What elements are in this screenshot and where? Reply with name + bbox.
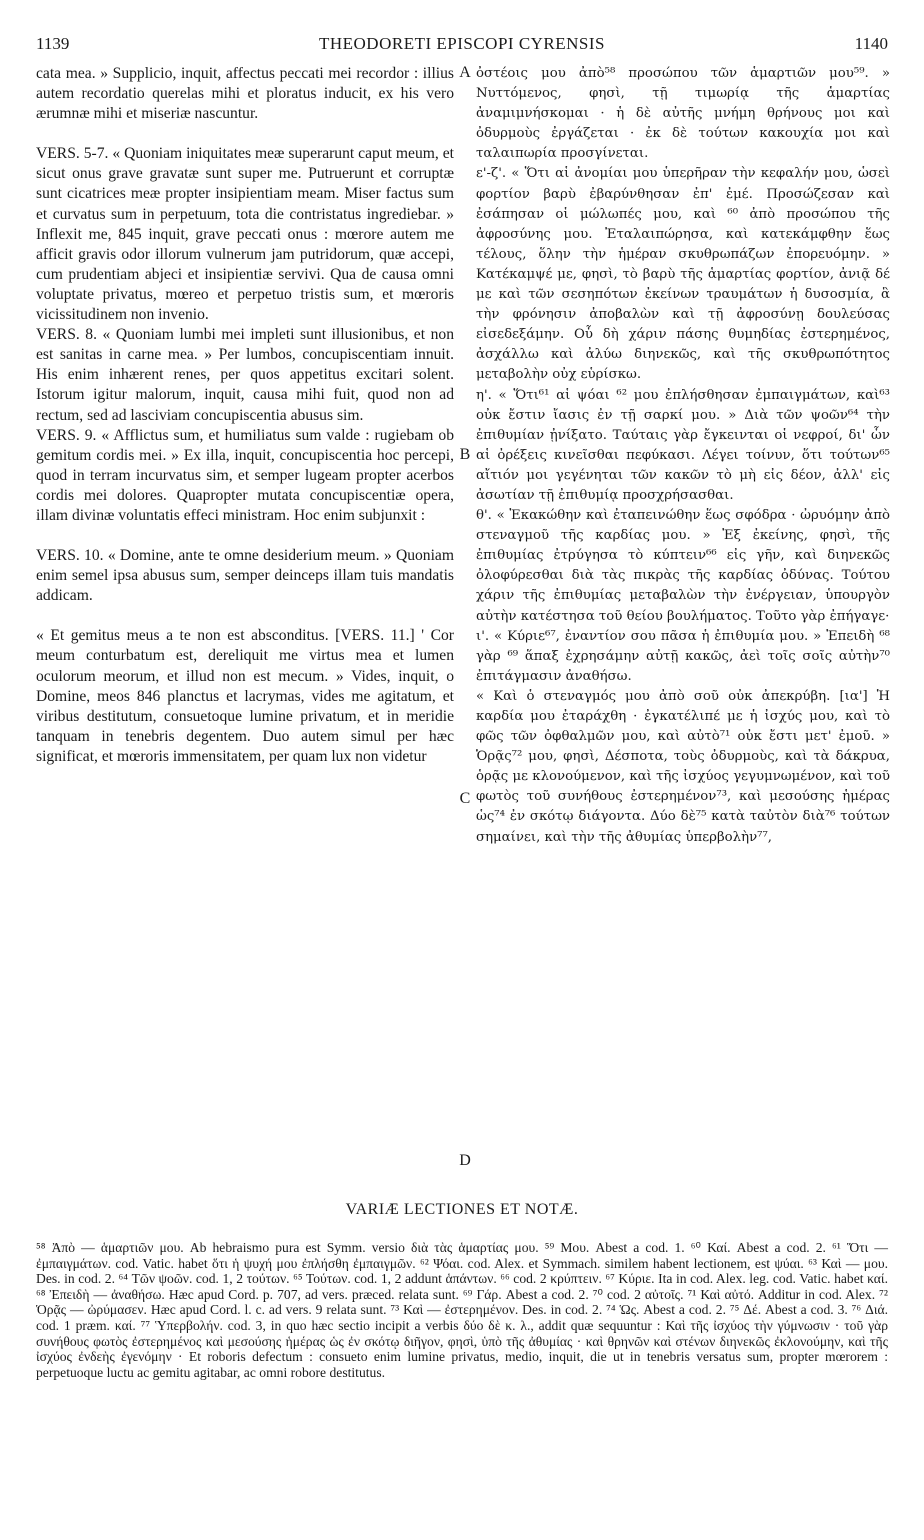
running-title: THEODORETI EPISCOPI CYRENSIS [318,34,606,53]
margin-letter-c: C [459,790,471,807]
margin-letter-b: B [459,446,471,463]
latin-column [36,64,454,767]
latin-paragraph: VERS. 5-7. « Quoniam iniquitates meæ superarunt caput meum, et sicut onus grave gravatæ sunt super me. Putruerunt et corruptæ sunt cicatrices meæ propter insipientiam meam. Miser factus sum et curvatus sum in perpetuum, tota die contristatus ingrediebar. » Inflexit me, 845 inquit, grave peccati onus : mœrore autem me afficit gravis odor illorum vulnerum jam putridorum, quæ accepi, cum prudentiam abjeci et insipientiæ servivi. Qua de causa omni voluptate privatus, mœreo et perpetuo tristis sum, et mœroris vicissitudinem non invenio. [36,145,454,324]
footnotes-text: ⁵⁸ Ἀπὸ — ἁμαρτιῶν μου. Ab hebraismo pura est Symm. versio διὰ τὰς ἁμαρτίας μου. ⁵⁹ Μου. Abest a cod. 1. ⁶⁰ Καί. Abest a cod. 2. ⁶¹ Ὅτι — ἐμπαιγμάτων. cod. Vatic. habet ὅτι ἡ ψυχή μου ἐπλήσθη ἐμπαιγμῶν. ⁶² Ψόαι. cod. Alex. et Symmach. similem habent lectionem, est ψύαι. ⁶³ Καὶ — μου. Des. in cod. 2. ⁶⁴ Τῶν ψοῶν. cod. 1, 2 τούτων. ⁶⁵ Τούτων. cod. 1, 2 addunt ἁπάντων. ⁶⁶ cod. 2 κρύπτειν. ⁶⁷ Κύριε. Ita in cod. Alex. leg. cod. Vatic. habet καί. ⁶⁸ Ἐπειδὴ — ἀναθήσω. Hæc apud Cord. p. 707, ad vers. præced. relata sunt. ⁶⁹ Γάρ. Abest a cod. 2. ⁷⁰ cod. 2 αὐτοῖς. ⁷¹ Καὶ αὐτό. Additur in cod. Alex. ⁷² Ὁρᾷς — ὠρύμασεν. Hæc apud Cord. l. c. ad vers. 9 relata sunt. ⁷³ Καὶ — ἐστερημένον. Des. in cod. 2. ⁷⁴ Ὡς. Abest a cod. 2. ⁷⁵ Δέ. Abest a cod. 3. ⁷⁶ Διά. cod. 1 præm. καί. ⁷⁷ Ὑπερβολήν. cod. 3, in quo hæc sectio incipit a verbis δύο δὲ κ. λ., addit quæ sequuntur : Καὶ τῆς ἰσχύος τὴν γύμνωσιν · τοῦ γὰρ συνήθους φωτὸς ἐστερημένος καὶ μεσούσης ἡμέρας ὡς ἐν σκότῳ διῆγον, φησὶ, ὑπὸ τῆς ἀθυμίας · καὶ θρηνῶν καὶ στένων διηνεκῶς ἐκλονούμην, καὶ τῆς ἰσχύος ἐνδεὴς ἐγενόμην · Et roboris defectum : consueto enim lumine privatus, medio, inquit, die ut in tenebris versatus sum, propter mœrorem : perpetuoque luctu ac gemitu agitabar, ac omni robore destitutus. [36,1240,888,1380]
greek-paragraph: « Καὶ ὁ στεναγμός μου ἀπὸ σοῦ οὐκ ἀπεκρύβη. [ια'] Ἡ καρδία μου ἐταράχθη · ἐγκατέλιπέ με ἡ ἰσχύς μου, καὶ τὸ φῶς τῶν ὀφθαλμῶν μου, καὶ αὐτὸ⁷¹ οὐκ ἔστι μετ' ἐμοῦ. » Ὁρᾷς⁷² μου, φησὶ, Δέσποτα, τοὺς ὀδυρμοὺς, καὶ τὰ δάκρυα, ὁρᾷς με κλονούμενον, καὶ τῆς ἰσχύος γεγυμνωμένον, καὶ τοῦ φωτὸς τοῦ συνήθους ἐστερημένον⁷³, καὶ μεσούσης ἡμέρας ὡς⁷⁴ ἐν σκότῳ διάγοντα. Δύο δὲ⁷⁵ κατὰ ταὐτὸν διὰ⁷⁶ τούτων σημαίνει, καὶ τὴν τῆς ἀθυμίας ὑπερβολὴν⁷⁷, [476,688,890,845]
margin-letter-d: D [459,1152,471,1169]
notes-title: VARIÆ LECTIONES ET NOTÆ. [345,1201,579,1218]
latin-paragraph: cata mea. » Supplicio, inquit, affectus peccati mei recordor : illius autem recordatio querelas mihi et ploratus inducit, ex his vero ærumnæ mihi et miseriæ nascuntur. [36,65,454,123]
page-number-right: 1140 [854,34,888,53]
margin-letter-a: A [459,64,471,81]
greek-paragraph: ε'-ζ'. « Ὅτι αἱ ἀνομίαι μου ὑπερῆραν τὴν κεφαλήν μου, ὡσεὶ φορτίον βαρὺ ἐβαρύνθησαν ἐπ' ἐμέ. Προσώζεσαν καὶ ἐσάπησαν οἱ μώλωπές μου, καὶ ⁶⁰ ἀπὸ προσώπου τῆς ἀφροσύνης μου. Ἐταλαιπώρησα, καὶ κατεκάμφθην ἕως τέλους, ὅλην τὴν ἡμέραν σκυθρωπάζων ἐπορευόμην. » Κατέκαμψέ με, φησὶ, τὸ βαρὺ τῆς ἁμαρτίας φορτίον, ἀνιᾷ δέ με καὶ τῶν σεσηπότων ἐκείνων τραυμάτων ἡ δυσοσμία, ἃ τὴν φρόνησιν ἀποβαλὼν καὶ τῇ ἀφροσύνῃ δουλεύσας εἰσεδεξάμην. Οὗ δὴ χάριν πάσης θυμηδίας ἐστερημένος, ἀσχάλλω καὶ ἀλύω διηνεκῶς, καὶ τῆς σκυθρωπότητος μεταβολὴν οὐχ εὑρίσκω. [476,166,890,383]
latin-paragraph: VERS. 9. « Afflictus sum, et humiliatus sum valde : rugiebam ob gemitum cordis mei. » Ex illa, inquit, concupiscentia hoc percepi, quod in terram incurvatus sim, et semper lugeam propter acerbos cordis mei dolores. Quapropter mutata concupiscentiæ opera, illam divinæ voluntatis effeci ministram. Hoc enim subjunxit : [36,426,454,524]
latin-paragraph: VERS. 10. « Domine, ante te omne desiderium meum. » Quoniam enim semel ipsa abusus sum, semper deinceps illam tuis mandatis addicam. [36,547,454,605]
page-header [36,34,888,58]
greek-paragraph: η'. « Ὅτι⁶¹ αἱ ψόαι ⁶² μου ἐπλήσθησαν ἐμπαιγμάτων, καὶ⁶³ οὐκ ἔστιν ἴασις ἐν τῇ σαρκί μου. » Διὰ τῶν ψοῶν⁶⁴ τὴν ἐπιθυμίαν ᾐνίξατο. Ταύταις γὰρ ἔγκεινται οἱ νεφροί, δι' ὧν αἱ ὀρέξεις κινεῖσθαι πεφύκασι. Λέγει τοίνυν, ὅτι τούτων⁶⁵ αἴτιόν μοι γεγένηται τῶν κακῶν τὸ μὴ εἰς δέον, ἀλλ' εἰς ἀσωτίαν τῇ ἐπιθυμίᾳ προσχρήσασθαι. [476,387,890,503]
latin-paragraph: « Et gemitus meus a te non est absconditus. [VERS. 11.] ' Cor meum conturbatum est, dereliquit me virtus mea et lumen oculorum meorum, et illud non est mecum. » Vides, inquit, o Domine, meos 846 planctus et lacrymas, vides me agitatum, et viribus destitutum, consuetoque lumine privatum, et in meridie tanquam in tenebris degentem. Duo autem simul per hæc significat, et mœroris immensitatem, per quam lux non videtur [36,627,454,765]
footnotes [36,1240,888,1380]
greek-paragraph: ι'. « Κύριε⁶⁷, ἐναντίον σου πᾶσα ἡ ἐπιθυμία μου. » Ἐπειδὴ ⁶⁸ γὰρ ⁶⁹ ἅπαξ ἐχρησάμην αὐτῇ κακῶς, ἀεὶ τοῖς σοῖς αὐτὴν⁷⁰ ἐπιτάγμασιν ἀναθήσω. [476,628,890,684]
page-number-left: 1139 [36,34,70,53]
greek-paragraph: θ'. « Ἐκακώθην καὶ ἐταπεινώθην ἕως σφόδρα · ὠρυόμην ἀπὸ στεναγμοῦ τῆς καρδίας μου. » Ἐξ ἐκείνης, φησὶ, τῆς ἐπιθυμίας ἐτρύγησα τὸ κύπτειν⁶⁶ εἰς γῆν, καὶ διηνεκῶς ὀλοφύρεσθαι διὰ τὰς πικρὰς τῆς καρδίας ὀδύνας. Τούτου χάριν τῆς ἐπιθυμίας μεταβαλὼν τὴν ἐνέργειαν, ὑπουργὸν αὐτὴν κατέστησα τοῦ θείου βουλήματος. Τοῦτο γὰρ ἐπήγαγε· [476,508,890,624]
latin-paragraph: VERS. 8. « Quoniam lumbi mei impleti sunt illusionibus, et non est sanitas in carne mea. » Per lumbos, concupiscentiam innuit. His enim inhærent renes, per quos appetitus excitari solent. Istorum igitur malorum, inquit, causa mihi fuit, quod non ad rectum, sed ad lasciviam concupiscentia abusus sim. [36,326,454,424]
greek-paragraph: ὀστέοις μου ἀπὸ⁵⁸ προσώπου τῶν ἁμαρτιῶν μου⁵⁹. » Νυττόμενος, φησὶ, τῇ τιμωρίᾳ τῆς ἁμαρτίας ἀναμιμνήσκομαι · ἡ δὲ αὐτῆς μνήμη θρήνους μοι καὶ ὀδυρμοὺς ἐργάζεται · ἐκ δὲ τούτων κακουχία μοι καὶ ταλαιπωρία προσγίνεται. [476,66,890,162]
greek-column [476,64,890,848]
